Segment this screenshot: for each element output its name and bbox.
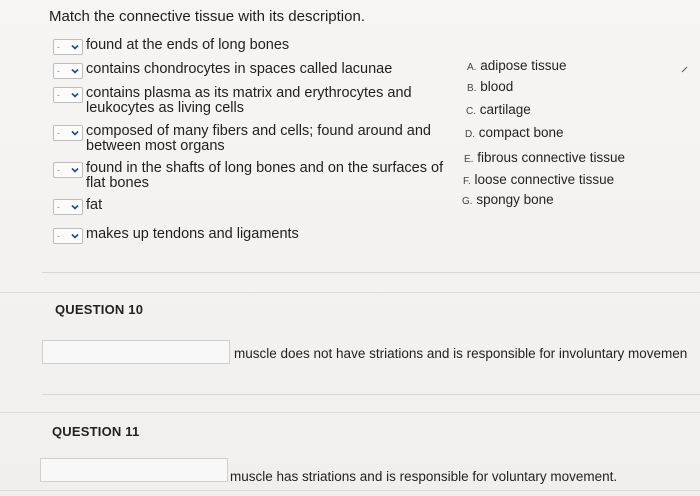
option-text: adipose tissue — [480, 58, 567, 73]
select-placeholder: - — [57, 127, 60, 138]
option-text: fibrous connective tissue — [477, 150, 626, 165]
question-prompt: muscle has striations and is responsible for voluntary movement. — [230, 469, 618, 484]
match-row — [53, 161, 443, 191]
question-title: QUESTION 11 — [52, 424, 140, 439]
section-divider — [0, 412, 700, 413]
section-divider — [0, 490, 700, 491]
option-item — [465, 125, 564, 140]
option-item — [464, 150, 625, 165]
question-prompt: muscle does not have striations and is responsible for involuntary movemen — [234, 346, 688, 361]
chevron-down-icon — [71, 43, 79, 51]
select-placeholder: - — [57, 41, 60, 52]
match-row — [53, 198, 102, 215]
option-letter: D. — [465, 129, 475, 140]
match-description: found at the ends of long bones — [86, 37, 290, 53]
chevron-down-icon — [71, 166, 79, 174]
answer-select[interactable] — [53, 162, 83, 178]
option-item — [467, 58, 567, 73]
option-item — [462, 192, 554, 207]
option-text: blood — [480, 79, 514, 94]
option-item — [466, 102, 531, 117]
option-letter: F. — [463, 176, 471, 187]
chevron-down-icon — [71, 232, 79, 240]
select-placeholder: - — [57, 164, 60, 175]
option-text: spongy bone — [476, 192, 554, 207]
option-item — [467, 79, 513, 94]
option-text: loose connective tissue — [474, 172, 615, 187]
match-description: composed of many fibers and cells; found around and between most organs — [86, 123, 431, 154]
answer-select[interactable] — [53, 125, 83, 141]
option-item — [463, 172, 614, 187]
option-letter: C. — [466, 106, 476, 117]
answer-select[interactable] — [53, 199, 83, 215]
answer-select[interactable] — [53, 63, 83, 79]
answer-select[interactable] — [53, 87, 83, 103]
match-row — [53, 124, 431, 154]
match-description: contains plasma as its matrix and erythrocytes and leukocytes as living cells — [86, 85, 412, 116]
match-row — [53, 38, 289, 55]
option-letter: E. — [464, 154, 474, 165]
section-divider — [42, 394, 700, 395]
option-text: cartilage — [479, 102, 531, 117]
answer-input[interactable] — [42, 340, 230, 364]
select-placeholder: - — [57, 201, 60, 212]
option-text: compact bone — [478, 125, 564, 140]
option-letter: B. — [467, 83, 477, 94]
match-row — [53, 86, 412, 116]
select-placeholder: - — [57, 65, 60, 76]
match-description: found in the shafts of long bones and on the surfaces of flat bones — [86, 160, 444, 191]
question-title: QUESTION 10 — [55, 302, 144, 317]
chevron-down-icon — [71, 67, 79, 75]
answer-input[interactable] — [40, 458, 228, 482]
section-divider — [42, 272, 700, 273]
answer-select[interactable] — [53, 228, 83, 244]
matching-instruction: Match the connective tissue with its description. — [49, 8, 365, 25]
match-description: contains chondrocytes in spaces called lacunae — [86, 61, 393, 77]
select-placeholder: - — [57, 230, 60, 241]
chevron-down-icon — [71, 129, 79, 137]
match-row — [53, 62, 392, 79]
section-divider — [0, 292, 700, 293]
chevron-down-icon — [71, 91, 79, 99]
match-description: fat — [86, 197, 103, 213]
select-placeholder: - — [57, 89, 60, 100]
option-letter: A. — [467, 62, 477, 73]
match-description: makes up tendons and ligaments — [86, 226, 299, 242]
option-letter: G. — [462, 196, 473, 207]
match-row — [53, 227, 299, 244]
answer-select[interactable] — [53, 39, 83, 55]
pointer-arrow-icon — [681, 66, 689, 76]
chevron-down-icon — [71, 203, 79, 211]
